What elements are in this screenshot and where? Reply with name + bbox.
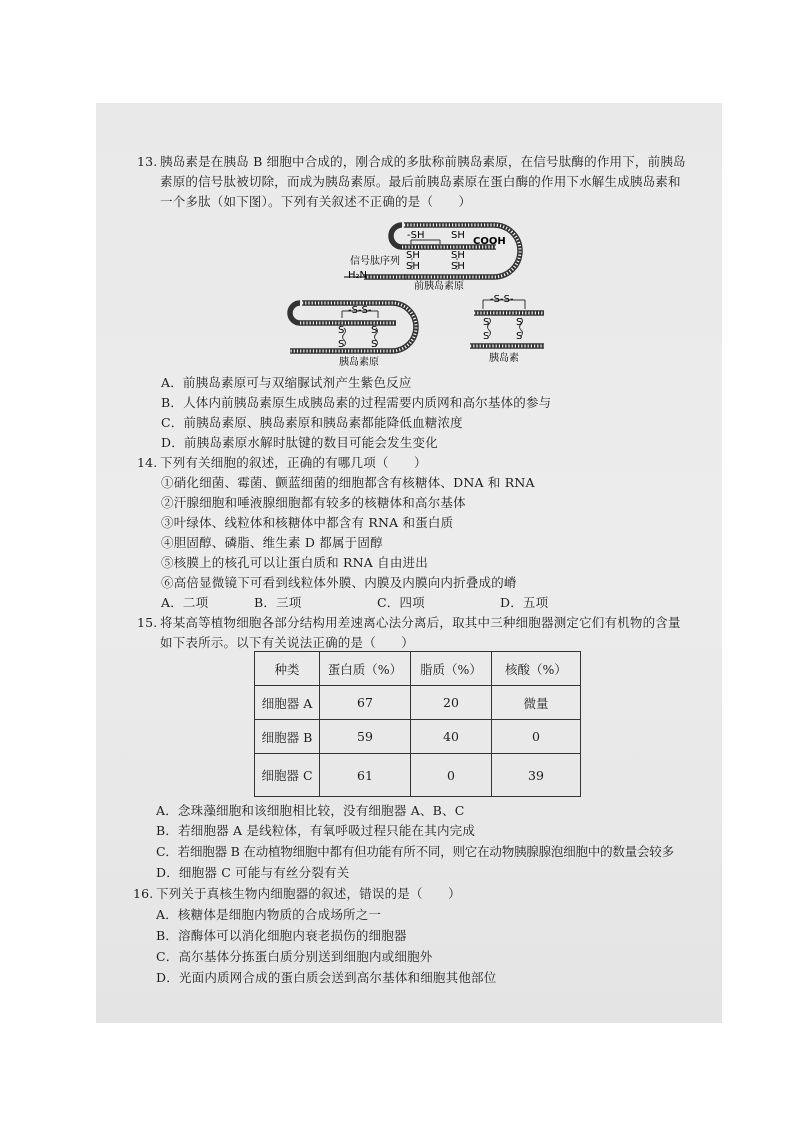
q15-option-b: B．若细胞器 A 是线粒体，有氧呼吸过程只能在其内完成: [156, 823, 476, 838]
table-row: [255, 686, 581, 720]
insulin-structure: [470, 300, 544, 346]
q15-option-c: C．若细胞器 B 在动植物细胞中都有但功能有所不同，则它在动物胰腺腺泡细胞中的数量会较多: [156, 844, 674, 859]
q15-option-a: A．念珠藻细胞和该细胞相比较，没有细胞器 A、B、C: [156, 803, 465, 818]
table-header-row: [255, 652, 581, 686]
q14-choice-c: C．四项: [377, 595, 425, 610]
q14-item-4: ④胆固醇、磷脂、维生素 D 都属于固醇: [161, 535, 383, 550]
table-cell: 59: [320, 720, 411, 754]
q15-number: 15.: [137, 615, 158, 630]
s-label-b1: S: [483, 317, 490, 328]
table-row: [255, 720, 581, 754]
s-label-a4: S: [371, 339, 378, 350]
q15-stem-line2: 如下表所示。以下有关说法正确的是（ ）: [160, 635, 415, 650]
s-label-a1: S: [338, 325, 345, 336]
q16-option-a: A．核糖体是细胞内物质的合成场所之一: [156, 907, 382, 922]
table-cell: 细胞器 A: [255, 686, 320, 720]
q15-option-d: D．细胞器 C 可能与有丝分裂有关: [156, 865, 350, 880]
q14-item-3: ③叶绿体、线粒体和核糖体中都含有 RNA 和蛋白质: [161, 515, 454, 530]
preproinsulin-label: 前胰岛素原: [414, 281, 464, 292]
table-cell: 40: [411, 720, 492, 754]
q14-item-2: ②汗腺细胞和唾液腺细胞都有较多的核糖体和高尔基体: [161, 495, 466, 510]
q14-item-1: ①硝化细菌、霉菌、颤蓝细菌的细胞都含有核糖体、DNA 和 RNA: [161, 475, 535, 490]
q13-option-a: A．前胰岛素原可与双缩脲试剂产生紫色反应: [161, 375, 412, 390]
q13-stem-line2: 素原的信号肽被切除，而成为胰岛素原。最后前胰岛素原在蛋白酶的作用下水解生成胰岛素和: [160, 174, 681, 189]
q16-option-c: C．高尔基体分拣蛋白质分别送到细胞内或细胞外: [156, 949, 433, 964]
q13-option-d: D．前胰岛素原水解时肽键的数目可能会发生变化: [161, 435, 438, 450]
cooh-label: COOH: [473, 236, 506, 247]
table-header-cell: 蛋白质（%）: [320, 652, 411, 686]
sh-label-1: -SH: [407, 230, 425, 241]
signal-peptide-label: 信号肽序列: [350, 256, 400, 267]
s-label-b3: S: [483, 331, 490, 342]
insulin-label: 胰岛素: [489, 353, 519, 364]
table-header-cell: 核酸（%）: [492, 652, 581, 686]
q14-choice-b: B．三项: [254, 595, 302, 610]
q16-option-b: B．溶酶体可以消化细胞内衰老损伤的细胞器: [156, 928, 407, 943]
q13-option-c: C．前胰岛素原、胰岛素原和胰岛素都能降低血糖浓度: [161, 415, 463, 430]
sh-label-3: SH: [406, 250, 420, 261]
table-cell: 20: [411, 686, 492, 720]
s-label-b4: S: [516, 331, 523, 342]
h2n-label: H₂N: [348, 270, 368, 281]
organelle-composition-table: [254, 651, 581, 797]
s-label-a3: S: [338, 339, 345, 350]
table-cell: 0: [411, 754, 492, 797]
disulfide-label-b: -S-S-: [490, 294, 514, 305]
disulfide-label-a: -S-S-: [348, 305, 372, 316]
q13-stem-line1: 胰岛素是在胰岛 B 细胞中合成的，刚合成的多肽称前胰岛素原，在信号肽酶的作用下，前胰岛: [160, 154, 686, 169]
table-header-cell: 脂质（%）: [411, 652, 492, 686]
q13-number: 13.: [137, 154, 158, 169]
q14-choice-a: A．二项: [161, 595, 209, 610]
table-header-cell: 种类: [255, 652, 320, 686]
q13-option-b: B．人体内前胰岛素原生成胰岛素的过程需要内质网和高尔基体的参与: [161, 395, 552, 410]
q16-number: 16.: [133, 886, 154, 901]
q14-item-5: ⑤核膜上的核孔可以让蛋白质和 RNA 自由进出: [161, 555, 428, 570]
table-cell: 67: [320, 686, 411, 720]
sh-label-5: SH: [406, 261, 420, 272]
table-cell: 39: [492, 754, 581, 797]
q13-stem-line3: 一个多肽（如下图）。下列有关叙述不正确的是（ ）: [160, 194, 472, 209]
q15-stem-line1: 将某高等植物细胞各部分结构用差速离心法分离后，取其中三种细胞器测定它们有机物的含量: [160, 615, 681, 630]
proinsulin-label: 胰岛素原: [339, 357, 379, 368]
table-cell: 微量: [492, 686, 581, 720]
table-cell: 61: [320, 754, 411, 797]
q14-number: 14.: [137, 455, 158, 470]
sh-label-2: SH: [451, 230, 465, 241]
table-row: [255, 754, 581, 797]
q16-stem: 下列关于真核生物内细胞器的叙述，错误的是（ ）: [156, 886, 461, 901]
s-label-a2: S: [371, 325, 378, 336]
q14-choice-d: D．五项: [500, 595, 549, 610]
sh-label-4: SH: [451, 250, 465, 261]
table-cell: 0: [492, 720, 581, 754]
table-cell: 细胞器 B: [255, 720, 320, 754]
q14-stem: 下列有关细胞的叙述，正确的有哪几项（ ）: [160, 455, 427, 470]
exam-sheet: [96, 103, 722, 1023]
s-label-b2: S: [516, 317, 523, 328]
sh-label-6: SH: [451, 261, 465, 272]
q14-item-6: ⑥高倍显微镜下可看到线粒体外膜、内膜及内膜向内折叠成的嵴: [161, 575, 517, 590]
preproinsulin-structure: [344, 225, 520, 277]
q16-option-d: D．光面内质网合成的蛋白质会送到高尔基体和细胞其他部位: [156, 970, 497, 985]
table-cell: 细胞器 C: [255, 754, 320, 797]
